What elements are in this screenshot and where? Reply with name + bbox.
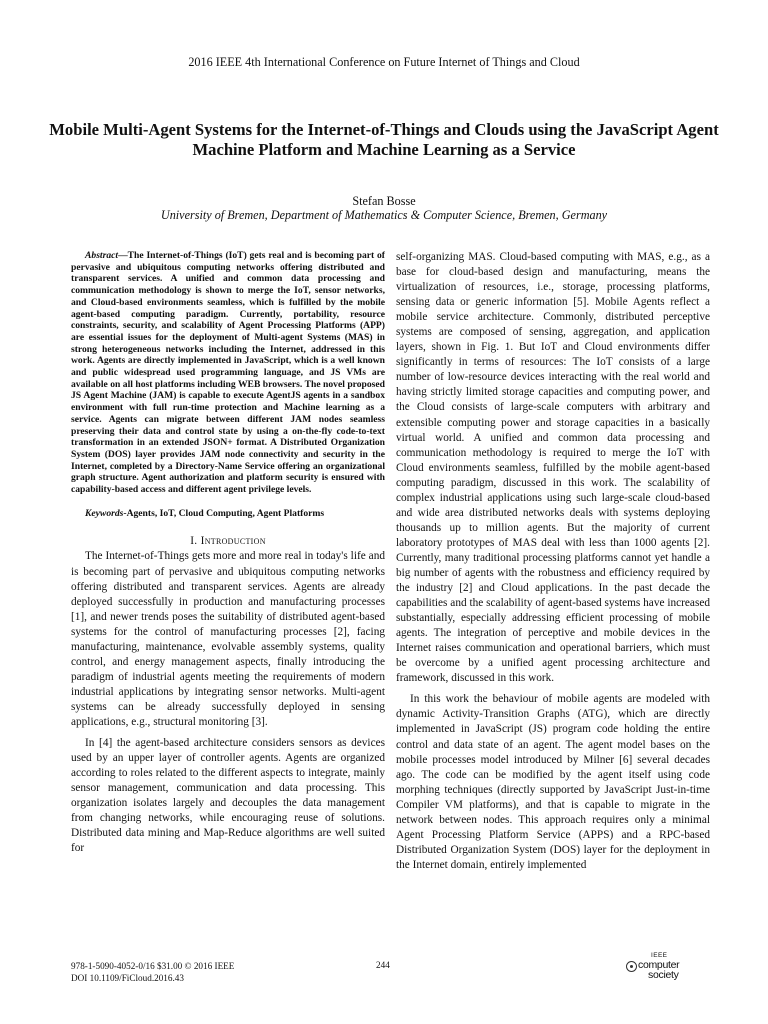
- section-heading: [71, 535, 385, 547]
- keywords-label: Keywords: [85, 507, 124, 519]
- left-column: [71, 250, 385, 862]
- logo-line1: computer: [638, 959, 680, 971]
- paper-title: Mobile Multi-Agent Systems for the Internet-of-Things and Clouds using the JavaScript Agent Machine Platform and Machine Learning as a Service: [49, 120, 719, 159]
- right-column: [396, 250, 710, 879]
- page-number: 244: [376, 960, 390, 970]
- logo-circle-icon: [626, 961, 637, 972]
- footer-citation: [71, 960, 234, 984]
- body-paragraph: In [4] the agent-based architecture considers sensors as devices used by an upper layer of controller agents. Agents are organized according to roles related to the different aspects to integrate, mainly sensor management, communication and data processing. This organization isolates largely and decouples the data management from changing networks, while encouraging reuse of solutions. Distributed data mining and Map-Reduce algorithms are well suited for: [71, 737, 385, 855]
- author-affiliation: University of Bremen, Department of Mathematics & Computer Science, Bremen, Germany: [160, 208, 608, 222]
- section-title: Introduction: [200, 535, 266, 548]
- author-name: Stefan Bosse: [352, 194, 416, 208]
- abstract-text: —The Internet-of-Things (IoT) gets real and is becoming part of pervasive and ubiquitous computing networks offering distributed and transparent services. A unified and common data processing and communication methodology is shown to merge the IoT, sensor networks, and Cloud-based environments seamless, which is fulfilled by the mobile agent-based computing paradigm. Currently, portability, resource constraints, security, and scalability of Agent Processing Platforms (APP) are essential issues for the deployment of Multi-agent Systems (MAS) in strong heterogeneous networks including the Internet, addressed in this work. Agents are directly implemented in JavaScript, which is a well known and public widespread used programming language, and JS VMs are available on all host platforms including WEB browsers. The novel proposed JS Agent Machine (JAM) is capable to execute AgentJS agents in a sandbox environment with full run-time protection and Machine learning as a service. Agents can migrate between different JAM nodes seamless preserving their data and control state by using a on-the-fly code-to-text transformation in an extended JSON+ format. A Distributed Organization System (DOS) layer provides JAM node connectivity and security in the Internet, completed by a Directory-Name Service offering an organizational graph structure. Agent authorization and platform security is ensured with capability-based access and different agent privilege levels.: [71, 250, 385, 496]
- abstract-label: Abstract: [85, 250, 119, 261]
- footer-isbn: 978-1-5090-4052-0/16 $31.00 © 2016 IEEE: [71, 961, 235, 971]
- keywords: [71, 508, 385, 520]
- footer-doi: DOI 10.1109/FiCloud.2016.43: [71, 973, 184, 983]
- keywords-text: -Agents, IoT, Cloud Computing, Agent Platforms: [123, 507, 325, 519]
- section-number: I.: [190, 535, 198, 548]
- abstract: [71, 250, 385, 496]
- body-paragraph: The Internet-of-Things gets more and more real in today's life and is becoming part of pervasive and ubiquitous computing networks offering distributed and transparent services. Agents are already deployed successfully in production and manufacturing processes [1], and newer trends poses the suitability of distributed agent-based systems for the control of manufacturing processes [2], facing manufacturing, maintenance, evolvable assembly systems, quality control, and energy management aspects, finally introducing the paradigm of industrial agents meeting the requirements of modern industrial applications by integrating sensor networks. Multi-agent systems can be already successfully deployed in sensing applications, e.g., structural monitoring [3].: [71, 550, 385, 728]
- body-paragraph: self-organizing MAS. Cloud-based computing with MAS, e.g., as a base for cloud-based design and manufacturing, means the virtualization of resources, i.e., storage, processing platforms, sensing data or generic information [5]. Mobile Agents reflect a mobile service architecture. Commonly, distributed perceptive systems are composed of sensing, aggregation, and application layers, shown in Fig. 1. But IoT and Cloud environments differ significantly in terms of resources: The IoT consists of a large number of low-resource devices interacting with the real world and having strictly limited storage capacities and computing power, and the Cloud consists of large-scale computers with arbitrary and extensible computing power and storage capacities in a basically virtual world. A unified and common data processing and communication methodology is required to merge the IoT with Cloud environments seamless, fulfilled by the mobile agent-based computing paradigm, discussed in this work. The scalability of complex industrial applications using such large-scale cloud-based and wide area distributed networks deals with systems deploying thousands up to million agents. But the majority of current laboratory prototypes of MAS deal with less than 1000 agents [2]. Currently, many traditional processing platforms cannot yet handle a big number of agents with the robustness and efficiency required by the industry [2] and Cloud applications. In the past decade the capabilities and the scalability of agent-based systems have increased substantially, especially addressing efficient processing of mobile agents. The integration of perceptive and mobile devices in the Internet raises communication and operational barriers, which must be overcome by a unified agent processing architecture and framework, discussed in this work.: [396, 251, 710, 685]
- conference-header: 2016 IEEE 4th International Conference on Future Internet of Things and Cloud: [188, 55, 580, 69]
- body-paragraph: In this work the behaviour of mobile agents are modeled with dynamic Activity-Transition Graphs (ATG), which are directly implemented in JavaScript (JS) program code holding the entire control and data state of an agent. The agent model bases on the mobile processes model introduced by Milner [6] several decades ago. The code can be modified by the agent itself using code morphing techniques (directly supported by JavaScript Just-in-time Compiler VM platforms), and that is capable to migrate in the network between nodes. This approach requires only a minimal Agent Processing Platform Service (APPS) and a RPC-based Distributed Organization System (DOS) layer for the deployment in the Internet domain, entirely implemented: [396, 693, 710, 871]
- logo-ieee-text: IEEE: [651, 952, 668, 959]
- logo-line2: society: [648, 969, 679, 981]
- ieee-computer-society-logo: [626, 952, 700, 984]
